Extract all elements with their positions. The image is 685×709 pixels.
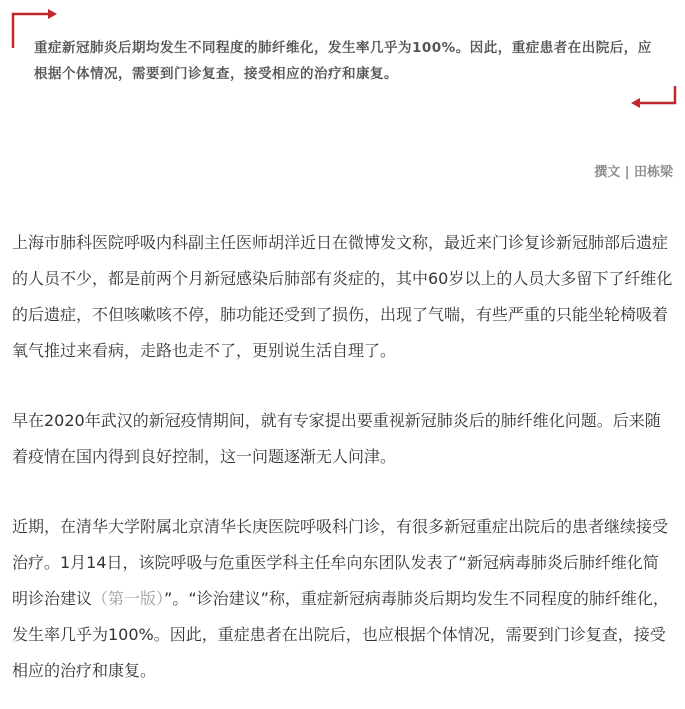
author-byline: 撰文 | 田栋梁	[594, 165, 673, 180]
paragraph-2: 早在2020年武汉的新冠疫情期间，就有专家提出要重视新冠肺炎后的肺纤维化问题。后来随着疫情在国内得到良好控制，这一问题逐渐无人问津。	[12, 411, 661, 466]
quote-corner-bottom-right-icon	[626, 84, 678, 114]
article-body	[12, 225, 674, 689]
paragraph-3-text-b: ”。“诊治建议”称，重症新冠病毒肺炎后期均发生不同程度的肺纤维化，发生率几乎为100%。因此，重症患者在出院后，也应根据个体情况，需要到门诊复查，接受相应的治疗和康复。	[12, 589, 669, 680]
paragraph-3	[12, 509, 674, 689]
paragraph-1: 上海市肺科医院呼吸内科副主任医师胡洋近日在微博发文称，最近来门诊复诊新冠肺部后遗症的人员不少，都是前两个月新冠感染后肺部有炎症的，其中60岁以上的人员大多留下了纤维化的后遗症，不但咳嗽咳不停，肺功能还受到了损伤，出现了气喘，有些严重的只能坐轮椅吸着氧气推过来看病，走路也走不了，更别说生活自理了。	[12, 233, 673, 360]
summary-quote-box	[10, 8, 678, 108]
paragraph-3-text-a: 近期，在清华大学附属北京清华长庚医院呼吸科门诊，有很多新冠重症出院后的患者继续接受治疗。1月14日，该院呼吸与危重医学科主任牟向东团队发表了“新冠病毒肺炎后肺纤维化简明诊治建议	[12, 517, 669, 608]
paragraph-3-edition-note: （第一版）	[92, 589, 165, 608]
summary-text: 重症新冠肺炎后期均发生不同程度的肺纤维化，发生率几乎为100%。因此，重症患者在出院后，应根据个体情况，需要到门诊复查，接受相应的治疗和康复。	[34, 40, 652, 82]
